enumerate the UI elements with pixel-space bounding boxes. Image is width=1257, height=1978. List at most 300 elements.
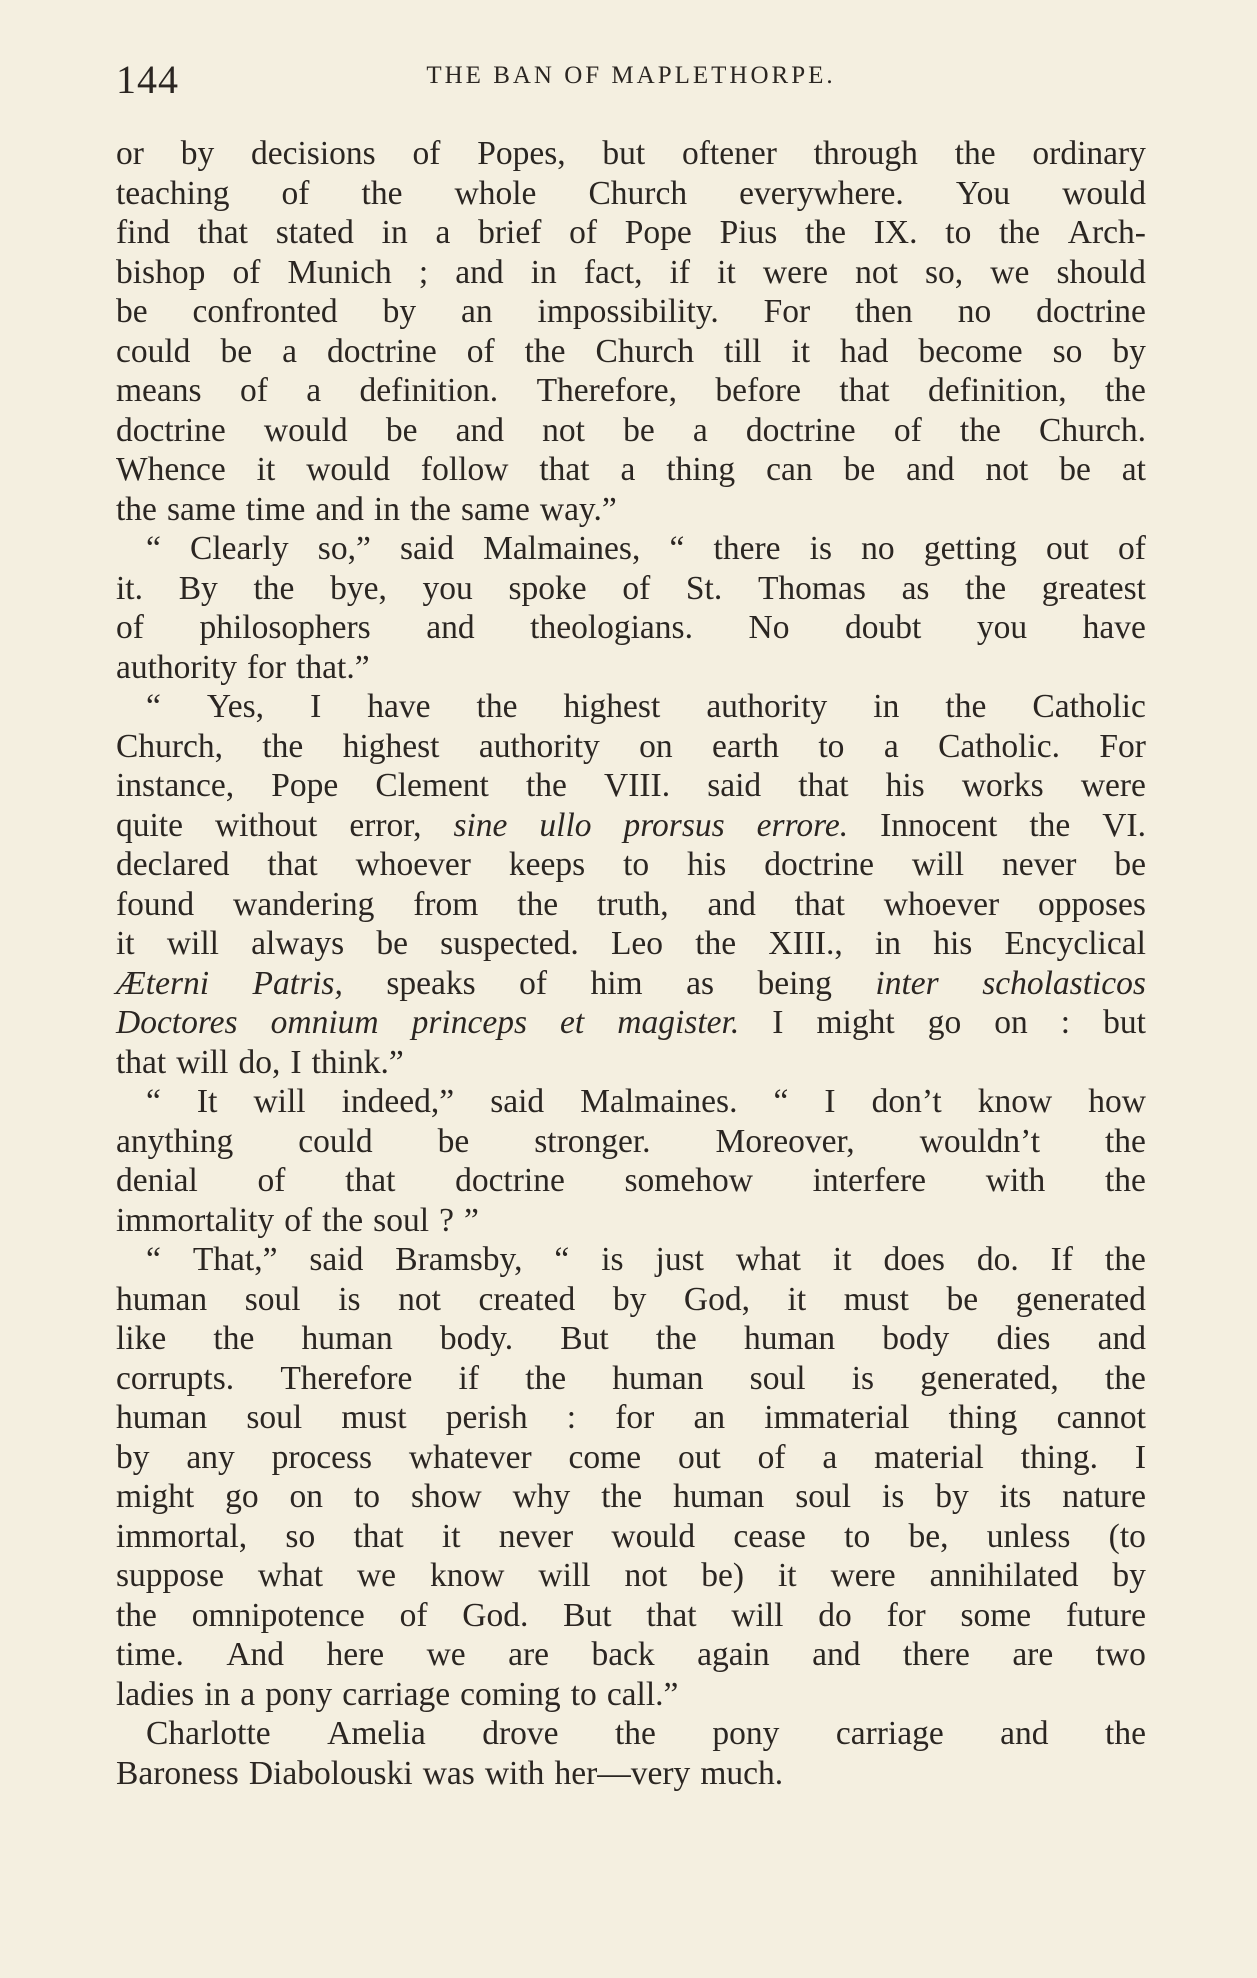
word: definition. bbox=[359, 372, 499, 409]
word: in bbox=[530, 253, 557, 291]
word: the bbox=[1105, 1715, 1146, 1752]
word: of bbox=[569, 214, 598, 251]
word: how bbox=[1088, 1083, 1146, 1120]
word: again bbox=[697, 1636, 770, 1673]
word: we bbox=[990, 253, 1030, 291]
word: human bbox=[612, 1359, 704, 1397]
word: coming bbox=[460, 1675, 561, 1713]
word: would bbox=[306, 451, 390, 488]
word: the bbox=[410, 490, 451, 528]
word: the bbox=[1029, 806, 1071, 844]
text-line bbox=[116, 806, 1146, 846]
text-line bbox=[116, 964, 1146, 1004]
text-line bbox=[116, 371, 1146, 411]
running-head bbox=[116, 56, 1146, 106]
page-number: 144 bbox=[116, 57, 179, 102]
word: that bbox=[197, 214, 248, 251]
word: a bbox=[306, 372, 322, 409]
text-line bbox=[116, 1240, 1146, 1280]
word: to bbox=[570, 1675, 597, 1713]
word: we bbox=[356, 1557, 397, 1594]
word: pony bbox=[265, 1675, 333, 1713]
word: it bbox=[787, 1280, 807, 1318]
word: soul bbox=[373, 1201, 430, 1239]
word: a bbox=[620, 451, 636, 488]
word: should bbox=[1056, 253, 1146, 291]
word: not bbox=[624, 1557, 668, 1594]
word: any bbox=[186, 1438, 235, 1476]
word: so bbox=[285, 1517, 316, 1555]
word: ordinary bbox=[1032, 135, 1146, 172]
word: on bbox=[639, 727, 673, 765]
word: Clearly bbox=[190, 530, 289, 567]
word: No bbox=[748, 609, 790, 646]
word: bishop bbox=[116, 253, 206, 291]
word: denial bbox=[116, 1162, 198, 1199]
word: Arch- bbox=[1067, 214, 1146, 251]
word: works bbox=[961, 767, 1044, 804]
word: of bbox=[519, 964, 548, 1002]
word: will bbox=[731, 1596, 784, 1634]
word: Moreover, bbox=[715, 1122, 855, 1160]
word: Yes, bbox=[206, 688, 265, 725]
word: doctrine bbox=[455, 1162, 565, 1199]
word: the bbox=[1104, 1359, 1146, 1397]
word: You bbox=[955, 174, 1011, 212]
word: the bbox=[1104, 1241, 1146, 1278]
word: soul bbox=[749, 1359, 806, 1397]
word: authority bbox=[706, 688, 828, 725]
word: for bbox=[886, 1596, 926, 1634]
word: Æterni bbox=[116, 964, 210, 1002]
word: his bbox=[687, 846, 727, 883]
word: by bbox=[1112, 332, 1146, 370]
word: no bbox=[957, 293, 992, 330]
word: be bbox=[437, 1122, 470, 1160]
word: decisions bbox=[251, 135, 376, 172]
word: go bbox=[225, 1478, 259, 1515]
word: Malmaines. bbox=[580, 1083, 738, 1120]
word: by bbox=[180, 135, 215, 172]
word: the bbox=[601, 1478, 643, 1515]
word: will bbox=[176, 1043, 229, 1081]
word: ullo bbox=[539, 806, 592, 844]
word: Doctores bbox=[116, 1004, 238, 1041]
word: the bbox=[116, 1596, 157, 1634]
word: human bbox=[116, 1280, 208, 1318]
word: would bbox=[263, 411, 348, 449]
text-line bbox=[116, 1675, 1146, 1715]
word: is bbox=[851, 1359, 875, 1397]
word: are bbox=[1012, 1636, 1054, 1673]
word: think.” bbox=[311, 1043, 404, 1081]
word: in bbox=[373, 490, 400, 528]
word: the bbox=[517, 885, 559, 923]
text-line bbox=[116, 648, 1146, 688]
word: doctrine bbox=[116, 411, 226, 449]
word: thing. bbox=[1020, 1438, 1098, 1476]
word: why bbox=[512, 1478, 571, 1515]
word: errore. bbox=[756, 806, 849, 844]
word: Church. bbox=[1039, 411, 1146, 449]
word: till bbox=[724, 332, 762, 370]
word: ; bbox=[418, 253, 429, 291]
word: and bbox=[707, 885, 756, 923]
word: and bbox=[315, 490, 364, 528]
word: soul bbox=[246, 1399, 303, 1436]
word: the bbox=[999, 214, 1041, 251]
word: of bbox=[257, 1162, 286, 1199]
text-line bbox=[116, 1319, 1146, 1359]
word: of bbox=[1117, 530, 1146, 567]
word: Pope bbox=[624, 214, 692, 251]
word: there bbox=[713, 530, 781, 567]
word: whoever bbox=[355, 846, 471, 883]
word: is bbox=[809, 530, 832, 567]
word: doctrine bbox=[1036, 293, 1146, 330]
word: “ bbox=[773, 1083, 789, 1120]
word: it bbox=[441, 1517, 461, 1555]
word: omnipotence bbox=[191, 1596, 365, 1634]
word: of bbox=[466, 332, 495, 370]
word: authority bbox=[478, 727, 600, 765]
word: material bbox=[874, 1438, 984, 1476]
word: and bbox=[812, 1636, 861, 1673]
word: that bbox=[646, 1596, 697, 1634]
word: et bbox=[560, 1004, 585, 1041]
word: brief bbox=[478, 214, 542, 251]
word: the bbox=[805, 214, 846, 251]
word: indeed,” bbox=[341, 1083, 455, 1120]
word: of bbox=[116, 609, 144, 646]
word: some bbox=[960, 1596, 1032, 1634]
word: will bbox=[166, 925, 219, 962]
text-line bbox=[116, 569, 1146, 609]
word: and bbox=[1000, 1715, 1049, 1752]
word: have bbox=[367, 688, 431, 725]
body-text bbox=[116, 134, 1146, 1793]
word: two bbox=[1095, 1636, 1146, 1673]
word: “ bbox=[669, 530, 685, 567]
word: the bbox=[614, 1715, 656, 1752]
word: the bbox=[1105, 1162, 1146, 1199]
word: That,” bbox=[192, 1241, 278, 1278]
word: suspected. bbox=[440, 925, 579, 962]
word: cannot bbox=[1056, 1399, 1146, 1436]
word: declared bbox=[116, 846, 230, 883]
word: “ bbox=[554, 1241, 570, 1278]
word: of bbox=[284, 1201, 313, 1239]
word: so bbox=[1052, 332, 1083, 370]
text-line bbox=[116, 450, 1146, 490]
word: generated bbox=[1015, 1280, 1146, 1318]
word: can bbox=[766, 451, 813, 488]
word: back bbox=[591, 1636, 655, 1673]
word: God, bbox=[683, 1280, 750, 1318]
word: know bbox=[430, 1557, 505, 1594]
text-line bbox=[116, 1398, 1146, 1438]
word: if bbox=[669, 253, 691, 291]
word: same bbox=[460, 490, 530, 528]
word: impossibility. bbox=[537, 293, 719, 330]
word: is bbox=[601, 1241, 624, 1278]
word: being bbox=[757, 964, 832, 1002]
text-line bbox=[116, 1438, 1146, 1478]
word: I bbox=[772, 1004, 784, 1041]
word: Catholic. bbox=[938, 727, 1060, 765]
word: never bbox=[498, 1517, 574, 1555]
word: For bbox=[1099, 727, 1146, 765]
word: highest bbox=[563, 688, 661, 725]
word: Pius bbox=[719, 214, 778, 251]
word: it bbox=[256, 451, 276, 488]
word: time. bbox=[116, 1636, 184, 1673]
text-line bbox=[116, 411, 1146, 451]
word: it bbox=[777, 1557, 797, 1594]
word: suppose bbox=[116, 1557, 224, 1594]
word: error, bbox=[349, 806, 422, 844]
word: human bbox=[743, 1320, 836, 1357]
word: what bbox=[257, 1557, 324, 1594]
word: were bbox=[762, 253, 828, 291]
word: were bbox=[1080, 767, 1146, 804]
word: be bbox=[376, 925, 408, 962]
word: it bbox=[832, 1241, 852, 1278]
word: means bbox=[116, 372, 202, 409]
word: by bbox=[612, 1280, 647, 1318]
word: you bbox=[422, 569, 473, 607]
word: getting bbox=[923, 530, 1017, 567]
word: the bbox=[945, 688, 987, 725]
word: the bbox=[476, 688, 518, 725]
word: scholasticos bbox=[982, 964, 1146, 1002]
word: call.” bbox=[606, 1675, 679, 1713]
word: whatever bbox=[408, 1438, 532, 1476]
word: so, bbox=[925, 253, 964, 291]
text-line bbox=[116, 529, 1146, 569]
word: thing bbox=[666, 451, 736, 488]
word: that bbox=[798, 767, 849, 804]
word: immaterial bbox=[764, 1399, 910, 1436]
word: the bbox=[322, 1201, 364, 1239]
word: and bbox=[455, 253, 504, 291]
word: the bbox=[524, 332, 566, 370]
word: Innocent bbox=[880, 806, 998, 844]
word: bye, bbox=[330, 569, 387, 607]
word: become bbox=[918, 332, 1023, 370]
word: much. bbox=[700, 1754, 784, 1792]
word: be bbox=[946, 1280, 979, 1318]
word: so,” bbox=[317, 530, 371, 567]
word: the bbox=[253, 569, 295, 607]
word: carriage bbox=[342, 1675, 451, 1713]
text-line bbox=[116, 292, 1146, 332]
word: body bbox=[882, 1320, 950, 1357]
word: “ bbox=[146, 530, 161, 567]
word: Therefore bbox=[280, 1359, 413, 1397]
word: come bbox=[568, 1438, 642, 1476]
word: go bbox=[927, 1004, 962, 1041]
word: doctrine bbox=[764, 846, 874, 883]
word: it bbox=[116, 925, 135, 962]
word: And bbox=[226, 1636, 285, 1673]
text-line bbox=[116, 174, 1146, 214]
word: the bbox=[262, 727, 304, 765]
word: way.” bbox=[539, 490, 617, 528]
word: drove bbox=[482, 1715, 559, 1752]
word: For bbox=[763, 293, 811, 330]
word: nature bbox=[1062, 1478, 1146, 1515]
word: carriage bbox=[835, 1715, 944, 1752]
word: XIII., bbox=[768, 925, 843, 962]
text-line bbox=[116, 253, 1146, 293]
text-line bbox=[116, 1122, 1146, 1162]
text-line bbox=[116, 1280, 1146, 1320]
word: whole bbox=[454, 174, 537, 212]
word: of bbox=[757, 1438, 786, 1476]
word: at bbox=[1121, 451, 1146, 488]
text-line bbox=[116, 134, 1146, 174]
word: Church, bbox=[116, 727, 223, 765]
word: earth bbox=[712, 727, 779, 765]
word: God. bbox=[462, 1596, 529, 1634]
word: what bbox=[735, 1241, 801, 1278]
word: will bbox=[911, 846, 965, 883]
word: do bbox=[818, 1596, 852, 1634]
word: be bbox=[385, 411, 418, 449]
word: said bbox=[490, 1083, 545, 1120]
text-line bbox=[116, 885, 1146, 925]
word: but bbox=[602, 135, 646, 172]
word: do. bbox=[976, 1241, 1019, 1278]
word: spoke bbox=[508, 569, 587, 607]
word: princeps bbox=[411, 1004, 527, 1041]
word: by bbox=[935, 1478, 969, 1515]
word: (to bbox=[1108, 1517, 1146, 1555]
text-line bbox=[116, 1161, 1146, 1201]
text-line bbox=[116, 608, 1146, 648]
text-line bbox=[116, 1635, 1146, 1675]
word: perish bbox=[445, 1399, 528, 1436]
text-line bbox=[116, 1003, 1146, 1043]
word: annihilated bbox=[929, 1557, 1079, 1594]
word: ” bbox=[464, 1201, 479, 1239]
word: same bbox=[166, 490, 236, 528]
word: interfere bbox=[812, 1162, 927, 1199]
word: on bbox=[994, 1004, 1028, 1041]
word: theologians. bbox=[530, 609, 693, 646]
word: authority bbox=[116, 648, 237, 686]
word: Bramsby, bbox=[395, 1241, 523, 1278]
word: of bbox=[412, 135, 441, 172]
word: pony bbox=[712, 1715, 780, 1752]
word: it bbox=[791, 332, 811, 370]
word: Catholic bbox=[1032, 688, 1146, 725]
word: out bbox=[677, 1438, 721, 1476]
word: doubt bbox=[845, 609, 922, 646]
word: his bbox=[933, 925, 973, 962]
word: the bbox=[655, 1320, 697, 1357]
word: but bbox=[1103, 1004, 1146, 1041]
word: confronted bbox=[192, 293, 338, 330]
word: stated bbox=[275, 214, 354, 251]
text-line bbox=[116, 1754, 1146, 1794]
word: be bbox=[843, 451, 876, 488]
word: Popes, bbox=[477, 135, 566, 172]
text-line bbox=[116, 766, 1146, 806]
word: had bbox=[840, 332, 889, 370]
word: speaks bbox=[386, 964, 476, 1002]
word: would bbox=[1062, 174, 1146, 212]
word: VIII. bbox=[604, 767, 671, 804]
word: IX. bbox=[873, 214, 918, 251]
running-title: THE BAN OF MAPLETHORPE. bbox=[426, 62, 836, 89]
word: don’t bbox=[871, 1083, 942, 1120]
word: be bbox=[623, 411, 655, 449]
word: that bbox=[353, 1517, 404, 1555]
word: might bbox=[816, 1004, 895, 1041]
word: unless bbox=[986, 1517, 1071, 1555]
word: by bbox=[382, 293, 417, 330]
word: that bbox=[839, 372, 890, 409]
word: quite bbox=[116, 806, 183, 844]
word: and bbox=[426, 609, 475, 646]
word: a bbox=[692, 411, 708, 449]
word: as bbox=[901, 569, 930, 607]
word: you bbox=[976, 609, 1028, 646]
word: to bbox=[945, 214, 972, 251]
text-line bbox=[116, 924, 1146, 964]
word: generated, bbox=[920, 1359, 1059, 1397]
word: But bbox=[563, 1596, 612, 1634]
word: said bbox=[309, 1241, 364, 1278]
word: Leo bbox=[610, 925, 664, 962]
word: by bbox=[1112, 1557, 1146, 1594]
word: the bbox=[213, 1320, 255, 1357]
word: Diabolouski bbox=[248, 1754, 413, 1792]
word: teaching bbox=[116, 174, 230, 212]
word: a bbox=[282, 332, 297, 370]
word: opposes bbox=[1037, 885, 1146, 923]
word: Munich bbox=[287, 253, 392, 291]
word: I bbox=[310, 688, 322, 725]
word: somehow bbox=[624, 1162, 753, 1199]
word: time bbox=[245, 490, 306, 528]
word: in bbox=[874, 925, 902, 962]
word: would bbox=[611, 1517, 696, 1555]
word: of bbox=[622, 569, 651, 607]
word: “ bbox=[146, 1241, 161, 1278]
word: there bbox=[902, 1636, 970, 1673]
word: to bbox=[818, 727, 845, 765]
word: St. bbox=[685, 569, 723, 607]
word: corrupts. bbox=[116, 1359, 235, 1397]
word: that bbox=[267, 846, 318, 883]
word: before bbox=[715, 372, 801, 409]
word: ? bbox=[439, 1201, 454, 1239]
word: cease bbox=[733, 1517, 806, 1555]
word: find bbox=[116, 214, 170, 251]
word: always bbox=[251, 925, 345, 962]
word: be bbox=[116, 293, 148, 330]
word: I bbox=[1134, 1438, 1146, 1476]
word: be, bbox=[908, 1517, 949, 1555]
word: instance, bbox=[116, 767, 235, 804]
word: soul bbox=[244, 1280, 301, 1318]
word: “ bbox=[146, 1083, 161, 1120]
word: follow bbox=[420, 451, 509, 488]
word: body. bbox=[439, 1320, 514, 1357]
